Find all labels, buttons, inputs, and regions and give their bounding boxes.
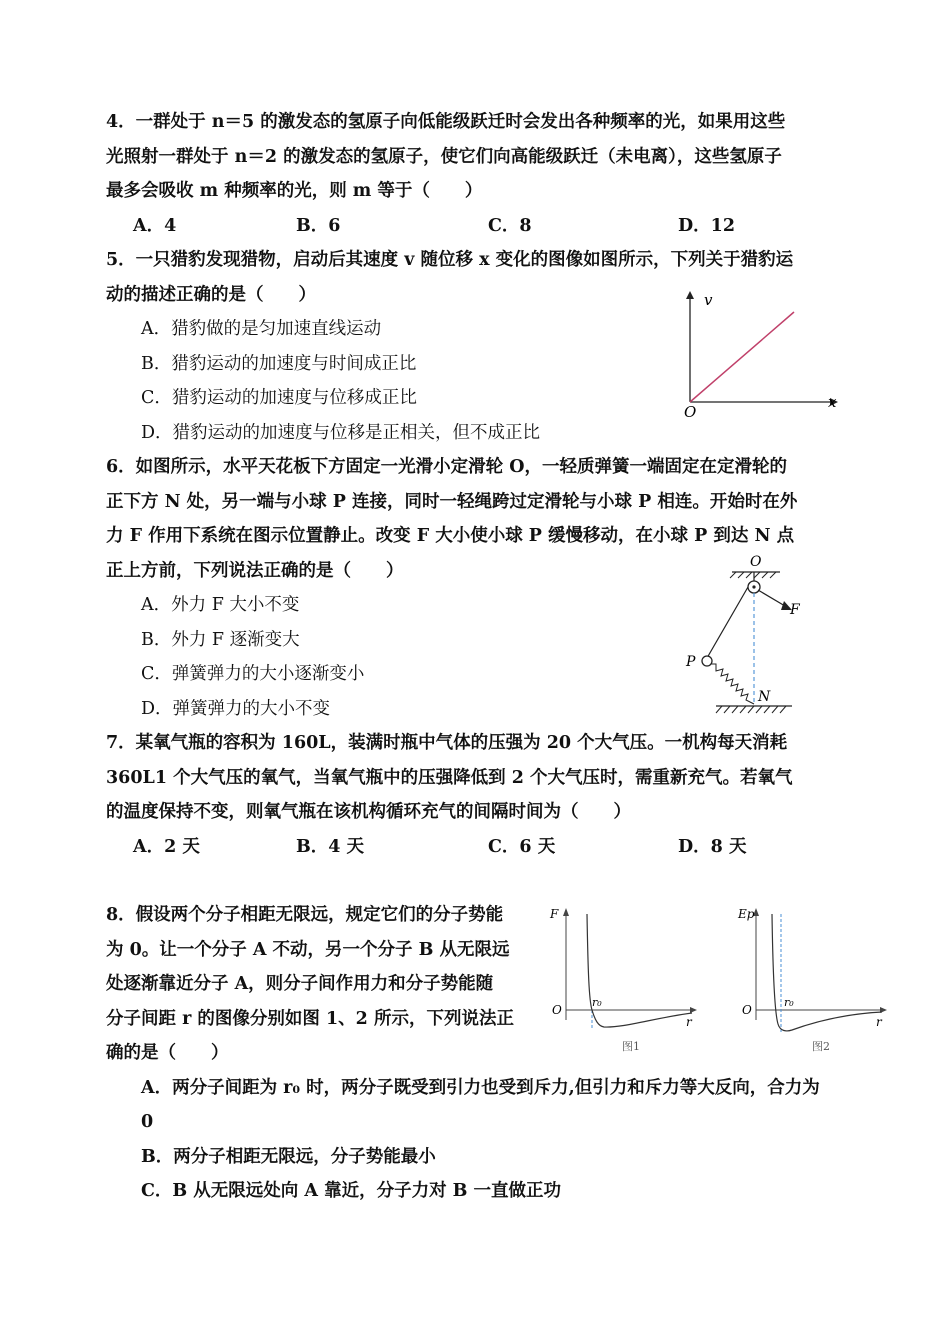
q8-line-1: 8．假设两个分子相距无限远，规定它们的分子势能 [106,905,504,925]
q6-label-n: N [758,689,771,705]
q6-rope [707,587,748,658]
q6-spring [711,664,754,704]
q8-option-a[interactable]: A．两分子间距为 r₀ 时，两分子既受到引力也受到斥力,但引力和斥力等大反向，合力为 [141,1078,820,1098]
q8-fig1-caption: 图1 [622,1040,640,1053]
q7-option-d[interactable]: D．8 天 [678,837,747,857]
q5-line-2: 动的描述正确的是（ ） [106,285,316,305]
q8-line-5: 确的是（ ） [106,1043,229,1063]
q5-option-a[interactable]: A．猎豹做的是匀加速直线运动 [141,319,382,339]
q8-option-a-cont: 0 [141,1112,154,1132]
q5-graph-xlabel: x [828,393,837,411]
q8-fig1-r0: r₀ [592,996,602,1009]
q8-force-graph [544,902,704,1057]
q8-fig2-caption: 图2 [812,1040,830,1053]
q7-option-a[interactable]: A．2 天 [133,837,200,857]
q8-fig1-ylabel: F [550,907,559,921]
q8-potential-graph [734,902,894,1057]
q6-line-1: 6．如图所示，水平天花板下方固定一光滑小定滑轮 O，一轻质弹簧一端固定在定滑轮的 [106,457,788,477]
q8-fig1-origin: O [552,1003,562,1017]
q8-potential-curve [772,914,882,1031]
q5-graph-origin: O [684,403,697,421]
q8-fig2-r0: r₀ [784,996,794,1009]
q4-line-3: 最多会吸收 m 种频率的光，则 m 等于（ ） [106,181,483,201]
q4-option-b[interactable]: B．6 [296,216,341,236]
q4-line-2: 光照射一群处于 n＝2 的激发态的氢原子，使它们向高能级跃迁（未电离），这些氢原子 [106,147,782,167]
q7-line-1: 7．某氧气瓶的容积为 160L，装满时瓶中气体的压强为 20 个大气压。一机构每天消耗 [106,733,788,753]
q5-option-b[interactable]: B．猎豹运动的加速度与时间成正比 [141,354,417,374]
q6-option-a[interactable]: A．外力 F 大小不变 [141,595,300,615]
q6-line-2: 正下方 N 处，另一端与小球 P 连接，同时一轻绳跨过定滑轮与小球 P 相连。开始时在外 [106,492,798,512]
q8-fig1-xlabel: r [686,1015,692,1029]
q6-option-b[interactable]: B．外力 F 逐渐变大 [141,630,300,650]
q7-option-b[interactable]: B．4 天 [296,837,365,857]
q8-fig2-ylabel: Ep [738,907,755,921]
q6-label-f: F [790,602,800,618]
q4-option-c[interactable]: C．8 [488,216,532,236]
q6-label-o: O [750,554,762,570]
q5-line-1: 5．一只猎豹发现猎物，启动后其速度 v 随位移 x 变化的图像如图所示，下列关于猎豹运 [106,250,794,270]
q7-option-c[interactable]: C．6 天 [488,837,556,857]
q5-option-d[interactable]: D．猎豹运动的加速度与位移是正相关，但不成正比 [141,423,541,443]
q8-fig2-origin: O [742,1003,752,1017]
q4-line-1: 4．一群处于 n＝5 的激发态的氢原子向低能级跃迁时会发出各种频率的光，如果用这些 [106,112,786,132]
q8-option-b[interactable]: B．两分子相距无限远，分子势能最小 [141,1147,436,1167]
q6-line-4: 正上方前，下列说法正确的是（ ） [106,561,404,581]
q8-fig2-xlabel: r [876,1015,882,1029]
q6-option-d[interactable]: D．弹簧弹力的大小不变 [141,699,331,719]
q6-option-c[interactable]: C．弹簧弹力的大小逐渐变小 [141,664,365,684]
q6-pulley-figure [680,548,830,720]
q4-option-d[interactable]: D．12 [678,216,736,236]
q6-line-3: 力 F 作用下系统在图示位置静止。改变 F 大小使小球 P 缓慢移动，在小球 P 到达 N 点 [106,526,795,546]
q7-line-3: 的温度保持不变，则氧气瓶在该机构循环充气的间隔时间为（ ） [106,802,631,822]
q8-line-3: 处逐渐靠近分子 A，则分子间作用力和分子势能随 [106,974,494,994]
q6-label-p: P [686,654,696,670]
q5-graph-ylabel: v [704,291,713,309]
q8-line-4: 分子间距 r 的图像分别如图 1、2 所示，下列说法正 [106,1009,514,1029]
q4-option-a[interactable]: A．4 [133,216,177,236]
q5-velocity-line [690,312,794,402]
q5-option-c[interactable]: C．猎豹运动的加速度与位移成正比 [141,388,417,408]
q8-line-2: 为 0。让一个分子 A 不动，另一个分子 B 从无限远 [106,940,510,960]
q7-line-2: 360L1 个大气压的氧气，当氧气瓶中的压强降低到 2 个大气压时，需重新充气。若氧气 [106,768,793,788]
q5-vx-graph [670,285,850,425]
q8-option-c[interactable]: C．B 从无限远处向 A 靠近，分子力对 B 一直做正功 [141,1181,562,1201]
q6-ball-p [702,656,712,666]
